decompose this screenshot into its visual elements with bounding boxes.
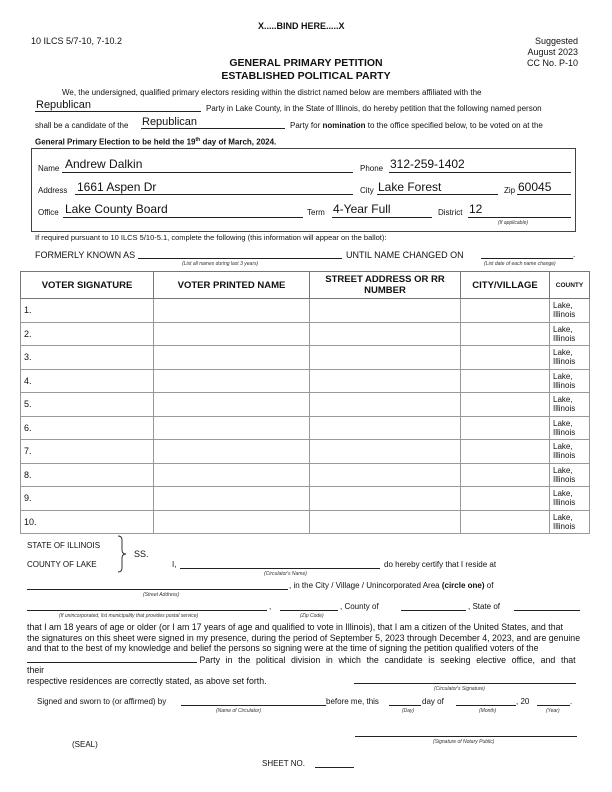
table-row <box>21 299 590 323</box>
city-village-cell[interactable] <box>461 299 550 323</box>
county-field[interactable] <box>401 610 466 611</box>
office-label: Office <box>38 208 59 217</box>
area-line: , in the City / Village / Unincorporated Area (circle one) of <box>289 581 494 590</box>
city-label: City <box>360 186 374 195</box>
term-field[interactable]: 4-Year Full <box>333 202 391 216</box>
voter-signature-cell[interactable] <box>21 487 154 511</box>
table-row <box>21 393 590 417</box>
suggested-label: Suggested <box>534 36 578 46</box>
voter-printed-name-cell[interactable] <box>154 346 310 370</box>
header-city-village: CITY/VILLAGE <box>461 272 550 299</box>
intro-line-1: We, the undersigned, qualified primary electors residing within the district named below are members affiliated with the <box>62 88 482 97</box>
row-number: 5. <box>24 399 32 410</box>
circulator-signature-field[interactable] <box>354 683 576 684</box>
day-field[interactable] <box>389 705 421 706</box>
notary-signature-field[interactable] <box>355 736 577 737</box>
row-number: 1. <box>24 305 32 316</box>
county-cell: Lake, Illinois <box>550 393 590 417</box>
table-row <box>21 487 590 511</box>
voter-printed-name-cell[interactable] <box>154 440 310 464</box>
voter-printed-name-cell[interactable] <box>154 510 310 534</box>
name-of-circulator-field[interactable] <box>181 705 326 706</box>
row-number: 6. <box>24 422 32 433</box>
voter-printed-name-cell[interactable] <box>154 299 310 323</box>
county-cell: Lake, Illinois <box>550 369 590 393</box>
circulator-signature-caption: (Circulator's Signature) <box>434 686 485 692</box>
voter-printed-name-cell[interactable] <box>154 369 310 393</box>
voter-printed-name-cell[interactable] <box>154 322 310 346</box>
city-village-cell[interactable] <box>461 393 550 417</box>
county-cell: Lake, Illinois <box>550 510 590 534</box>
voter-signature-cell[interactable] <box>21 393 154 417</box>
revision-date: August 2023 <box>527 47 578 57</box>
form-number: CC No. P-10 <box>526 58 578 68</box>
bind-here-marker: X.....BIND HERE.....X <box>258 21 345 31</box>
city-village-cell[interactable] <box>461 487 550 511</box>
voter-signature-table <box>20 271 590 534</box>
street-address-caption: (Street Address) <box>143 592 180 598</box>
office-field[interactable]: Lake County Board <box>65 202 168 216</box>
formerly-known-label: FORMERLY KNOWN AS <box>35 250 136 260</box>
month-caption: (Month) <box>479 708 497 714</box>
city-village-cell[interactable] <box>461 463 550 487</box>
voter-signature-cell[interactable] <box>21 440 154 464</box>
district-label: District <box>438 208 463 217</box>
row-number: 2. <box>24 328 32 339</box>
table-row <box>21 346 590 370</box>
county-of-lake: COUNTY OF LAKE <box>27 560 97 569</box>
sheet-number-field[interactable] <box>315 767 354 768</box>
street-address-cell[interactable] <box>310 393 461 417</box>
street-address-cell[interactable] <box>310 416 461 440</box>
row-number: 9. <box>24 493 32 504</box>
header-voter-printed-name: VOTER PRINTED NAME <box>154 272 310 299</box>
before-me-label: before me, this <box>326 697 379 706</box>
sheet-number-label: SHEET NO. <box>262 759 305 768</box>
intro-line-2: Party in Lake County, in the State of Illinois, do hereby petition that the following named person <box>206 104 542 113</box>
table-row <box>21 322 590 346</box>
row-number: 4. <box>24 375 32 386</box>
form-title: GENERAL PRIMARY PETITION <box>229 57 383 69</box>
statute-reference: 10 ILCS 5/7-10, 7-10.2 <box>31 36 123 46</box>
party-field-1[interactable]: Republican <box>36 99 92 111</box>
table-row <box>21 510 590 534</box>
state-of-label: , State of <box>468 602 501 611</box>
form-subtitle: ESTABLISHED POLITICAL PARTY <box>221 70 391 82</box>
party-field-2[interactable]: Republican <box>142 116 198 128</box>
notary-signature-caption: (Signature of Notary Public) <box>433 739 495 745</box>
party-blank-field[interactable] <box>27 654 197 663</box>
zip-code-field[interactable] <box>280 610 338 611</box>
month-field[interactable] <box>456 705 516 706</box>
voter-printed-name-cell[interactable] <box>154 393 310 417</box>
candidate-name-field[interactable]: Andrew Dalkin <box>65 157 143 171</box>
street-address-field[interactable] <box>27 589 288 590</box>
table-row <box>21 416 590 440</box>
street-address-cell[interactable] <box>310 299 461 323</box>
street-address-cell[interactable] <box>310 440 461 464</box>
city-village-cell[interactable] <box>461 510 550 534</box>
nomination-text: nomination <box>322 121 366 130</box>
district-caption: (If applicable) <box>498 220 529 226</box>
name-change-instruction: If required pursuant to 10 ILCS 5/10-5.1, complete the following (this information will appear on the ballot): <box>35 233 387 242</box>
day-caption: (Day) <box>402 708 415 714</box>
bracket-icon <box>116 535 130 573</box>
table-header-row <box>21 272 590 299</box>
name-of-circulator-caption: (Name of Circulator) <box>216 708 262 714</box>
i-label: I, <box>172 560 177 569</box>
header-voter-signature: VOTER SIGNATURE <box>21 272 154 299</box>
ss-label: SS. <box>134 549 149 559</box>
zip-label: Zip <box>504 186 516 195</box>
street-address-cell[interactable] <box>310 322 461 346</box>
formerly-known-caption: (List all names during last 3 years) <box>182 261 259 267</box>
street-address-cell[interactable] <box>310 510 461 534</box>
phone-field[interactable]: 312-259-1402 <box>390 157 465 171</box>
until-name-changed-field[interactable] <box>481 258 573 259</box>
voter-signature-cell[interactable] <box>21 369 154 393</box>
name-label: Name <box>38 164 60 173</box>
district-field[interactable]: 12 <box>469 202 483 216</box>
county-cell: Lake, Illinois <box>550 440 590 464</box>
header-street-address: STREET ADDRESS OR RR NUMBER <box>310 272 461 299</box>
voter-signature-cell[interactable] <box>21 416 154 440</box>
day-of-label: day of <box>422 697 444 706</box>
year-prefix: , 20 <box>516 697 530 706</box>
party-for-text: Party for <box>290 121 323 130</box>
city-village-cell[interactable] <box>461 369 550 393</box>
table-row <box>21 369 590 393</box>
row-number: 8. <box>24 469 32 480</box>
voter-signature-cell[interactable] <box>21 346 154 370</box>
zip-code-caption: (Zip Code) <box>300 613 324 619</box>
intro-line-3-prefix: shall be a candidate of the <box>35 121 129 130</box>
street-address-cell[interactable] <box>310 369 461 393</box>
voter-printed-name-cell[interactable] <box>154 463 310 487</box>
table-row <box>21 463 590 487</box>
city-village-cell[interactable] <box>461 322 550 346</box>
municipality-field[interactable] <box>27 610 267 611</box>
certify-text: do hereby certify that I reside at <box>384 560 497 569</box>
city-field[interactable]: Lake Forest <box>378 180 442 194</box>
year-field[interactable] <box>537 705 570 706</box>
header-county: COUNTY <box>550 272 590 299</box>
seal-label: (SEAL) <box>72 740 98 749</box>
intro-line-3-suffix <box>290 121 543 130</box>
street-address-cell[interactable] <box>310 346 461 370</box>
municipality-caption: (If unincorporated, list municipality that provides postal service) <box>59 613 199 619</box>
county-cell: Lake, Illinois <box>550 487 590 511</box>
voter-signature-cell[interactable] <box>21 322 154 346</box>
voter-printed-name-cell[interactable] <box>154 416 310 440</box>
circulator-name-field[interactable] <box>180 568 380 569</box>
zip-field[interactable]: 60045 <box>518 180 552 194</box>
address-label: Address <box>38 186 68 195</box>
table-row <box>21 440 590 464</box>
county-cell: Lake, Illinois <box>550 346 590 370</box>
voter-signature-cell[interactable] <box>21 299 154 323</box>
until-name-changed-caption: (List date of each name change) <box>484 261 556 267</box>
election-date-line: General Primary Election to be held the 19th day of March, 2024. <box>35 137 277 147</box>
year-caption: (Year) <box>546 708 560 714</box>
county-cell: Lake, Illinois <box>550 322 590 346</box>
voter-printed-name-cell[interactable] <box>154 487 310 511</box>
phone-label: Phone <box>360 164 384 173</box>
voter-signature-cell[interactable] <box>21 510 154 534</box>
state-of-illinois: STATE OF ILLINOIS <box>27 541 101 550</box>
sworn-label: Signed and sworn to (or affirmed) by <box>37 697 167 706</box>
until-name-changed-label: UNTIL NAME CHANGED ON <box>346 250 464 260</box>
street-address-cell[interactable] <box>310 487 461 511</box>
state-field[interactable] <box>514 610 580 611</box>
row-number: 3. <box>24 352 32 363</box>
city-village-cell[interactable] <box>461 440 550 464</box>
voter-signature-cell[interactable] <box>21 463 154 487</box>
row-number: 7. <box>24 446 32 457</box>
county-of-label: , County of <box>340 602 379 611</box>
address-field[interactable]: 1661 Aspen Dr <box>77 180 157 194</box>
street-address-cell[interactable] <box>310 463 461 487</box>
affidavit-body: that I am 18 years of age or older (or I am 17 years of age and qualified to vote in Illinois), that I am a citizen of the United States, and that the signatures on this sheet were signed in my presence, during the period of September 5, 2023 through December 4, 2023, and are genuine and that to the best of my knowledge and belief the persons so signing were at the time of signing the petition qualified voters of the Party in the political division in which the candidate is seeking elective office, and that their respective residences are correctly stated, as above set forth. <box>27 622 581 686</box>
term-label: Term <box>307 208 325 217</box>
formerly-known-field[interactable] <box>138 258 342 259</box>
county-cell: Lake, Illinois <box>550 416 590 440</box>
city-village-cell[interactable] <box>461 346 550 370</box>
row-number: 10. <box>24 516 37 527</box>
county-cell: Lake, Illinois <box>550 299 590 323</box>
office-specified-text: to the office specified below, to be voted on at the <box>365 121 543 130</box>
circulator-name-caption: (Circulator's Name) <box>264 571 307 577</box>
city-village-cell[interactable] <box>461 416 550 440</box>
county-cell: Lake, Illinois <box>550 463 590 487</box>
